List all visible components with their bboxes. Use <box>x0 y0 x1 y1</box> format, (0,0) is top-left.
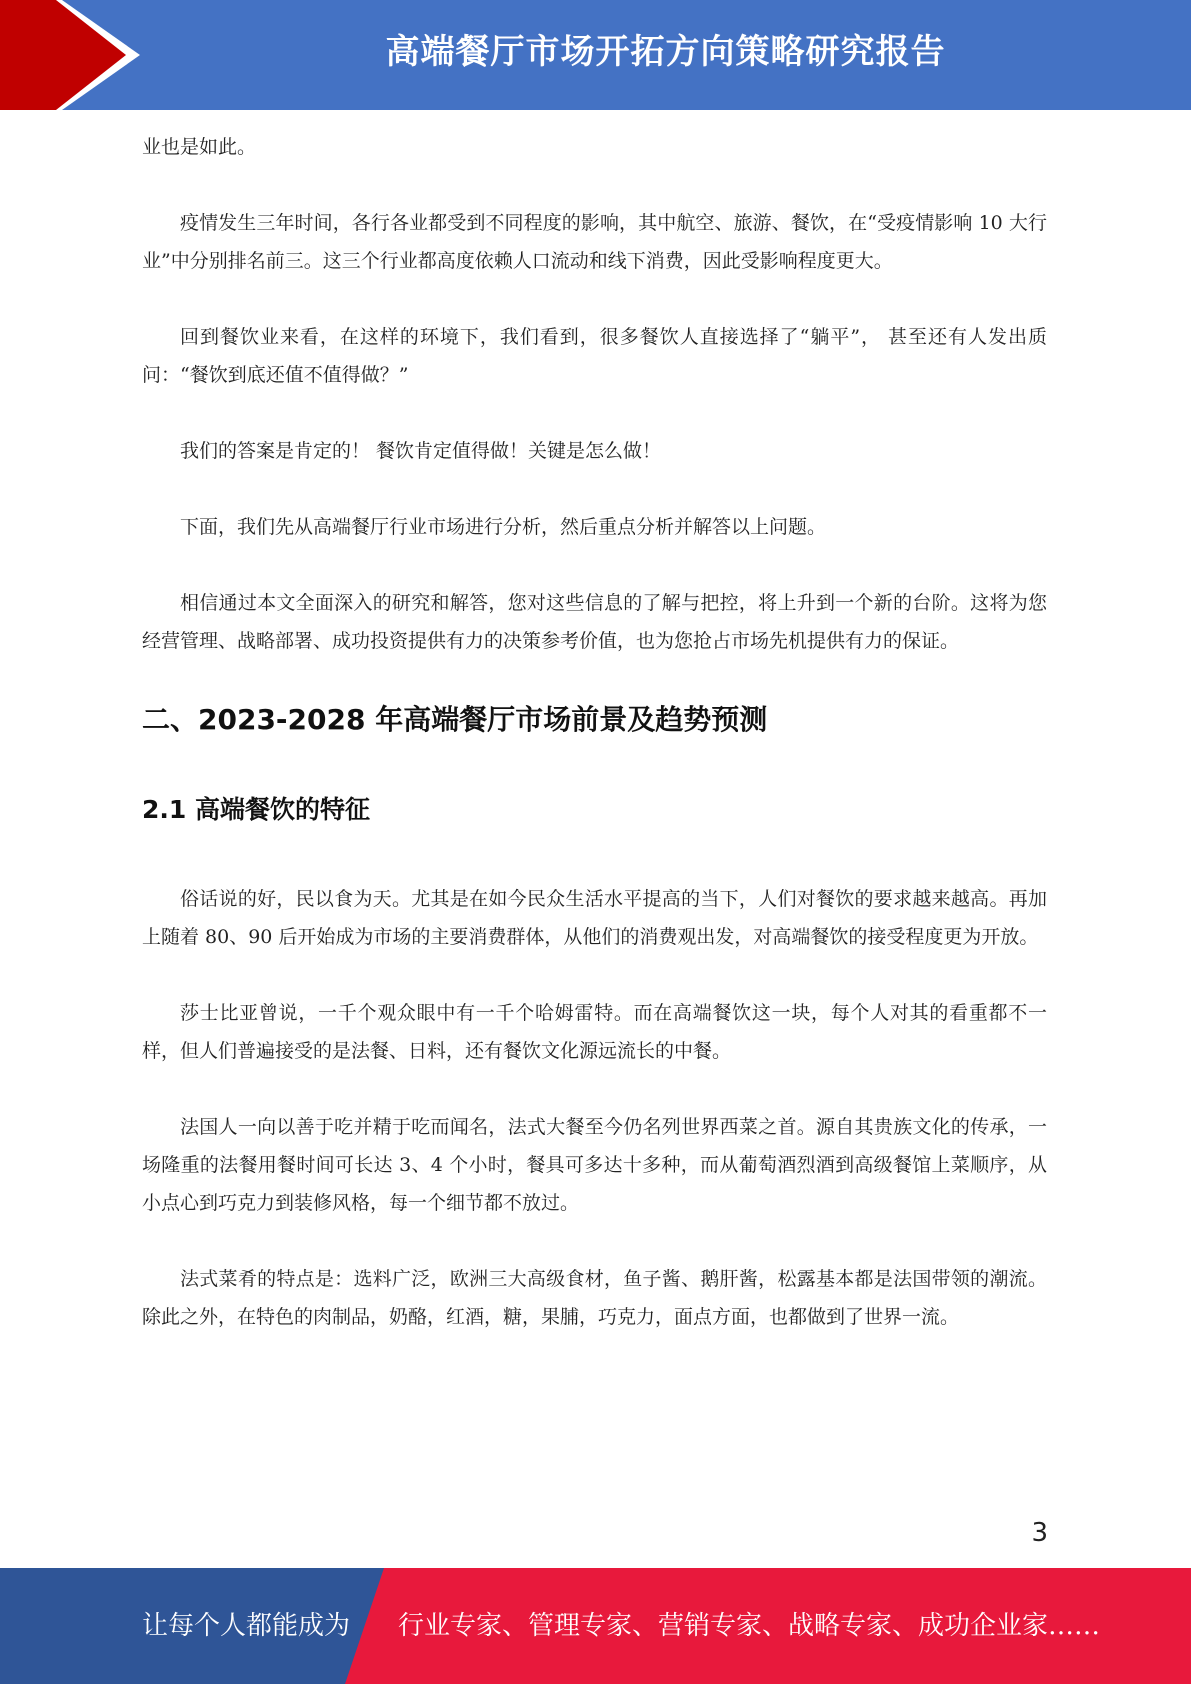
footer-slogan-left: 让每个人都能成为 <box>142 1611 351 1641</box>
paragraph: 法式菜肴的特点是：选料广泛，欧洲三大高级食材，鱼子酱、鹅肝酱，松露基本都是法国带领的潮流。除此之外，在特色的肉制品，奶酪，红酒，糖，果脯，巧克力，面点方面，也都做到了世界一流。 <box>142 1268 1047 1328</box>
paragraph: 下面，我们先从高端餐厅行业市场进行分析，然后重点分析并解答以上问题。 <box>180 516 827 538</box>
page-footer <box>0 1568 1191 1684</box>
paragraph: 莎士比亚曾说，一千个观众眼中有一千个哈姆雷特。而在高端餐饮这一块，每个人对其的看重都不一样，但人们普遍接受的是法餐、日料，还有餐饮文化源远流长的中餐。 <box>142 1002 1047 1062</box>
page-number: 3 <box>1031 1518 1048 1548</box>
document-body <box>142 128 1047 1336</box>
paragraph: 俗话说的好，民以食为天。尤其是在如今民众生活水平提高的当下，人们对餐饮的要求越来越高。再加上随着 80、90 后开始成为市场的主要消费群体，从他们的消费观出发，对高端餐饮的接受程度更为开放。 <box>142 888 1047 948</box>
paragraph: 相信通过本文全面深入的研究和解答，您对这些信息的了解与把控，将上升到一个新的台阶。这将为您经营管理、战略部署、成功投资提供有力的决策参考价值，也为您抢占市场先机提供有力的保证。 <box>142 592 1047 652</box>
paragraph: 法国人一向以善于吃并精于吃而闻名，法式大餐至今仍名列世界西菜之首。源自其贵族文化的传承，一场隆重的法餐用餐时间可长达 3、4 个小时，餐具可多达十多种，而从葡萄酒烈酒到高级餐馆上菜顺序，从小点心到巧克力到装修风格，每一个细节都不放过。 <box>142 1116 1047 1214</box>
section-heading: 二、2023-2028 年高端餐厅市场前景及趋势预测 <box>142 703 768 736</box>
footer-slogan-right: 行业专家、管理专家、营销专家、战略专家、成功企业家…… <box>398 1611 1101 1641</box>
paragraph: 业也是如此。 <box>142 136 257 158</box>
paragraph: 疫情发生三年时间，各行各业都受到不同程度的影响，其中航空、旅游、餐饮，在“受疫情影响 10 大行业”中分别排名前三。这三个行业都高度依赖人口流动和线下消费，因此受影响程度更大。 <box>142 212 1047 272</box>
header-title: 高端餐厅市场开拓方向策略研究报告 <box>385 32 946 72</box>
paragraph: 我们的答案是肯定的！ 餐饮肯定值得做！关键是怎么做！ <box>180 440 662 462</box>
paragraph: 回到餐饮业来看，在这样的环境下，我们看到，很多餐饮人直接选择了“躺平”， 甚至还有人发出质问：“餐饮到底还值不值得做？” <box>142 326 1047 386</box>
subsection-heading: 2.1 高端餐饮的特征 <box>142 795 370 824</box>
header-logo-chevron-icon <box>0 0 160 110</box>
page-header <box>0 0 1191 110</box>
